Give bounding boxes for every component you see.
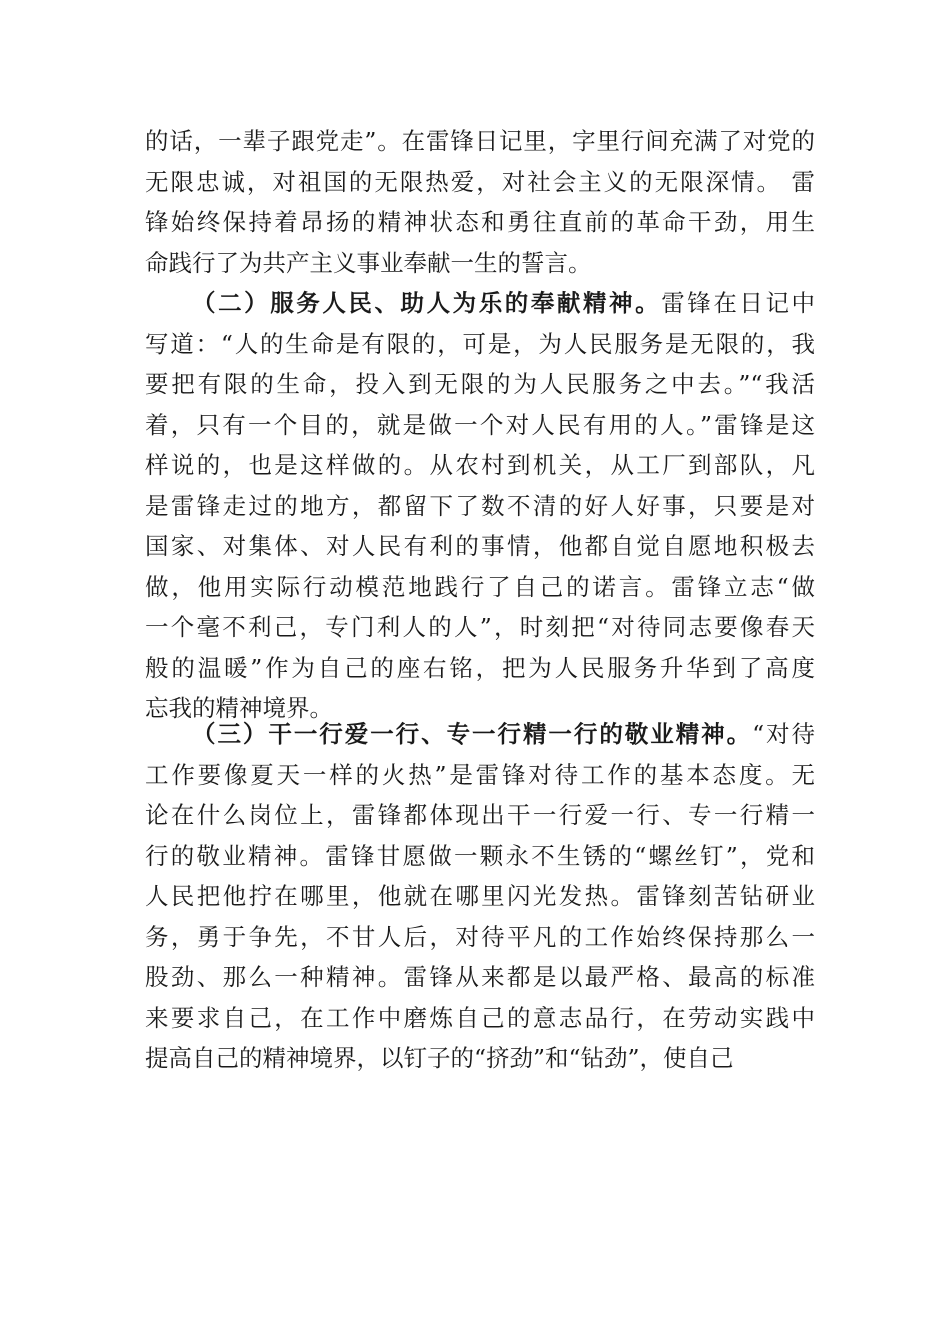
paragraph-service-spirit	[145, 283, 815, 729]
text-line: 一个毫不利己，专门利人的人”，时刻把“对待同志要像春天	[145, 613, 815, 641]
text-line: 样说的，也是这样做的。从农村到机关，从工厂到部队，凡	[145, 451, 815, 479]
section-heading: （二）服务人民、助人为乐的奉献精神。	[192, 289, 662, 317]
text-line: 写道：“人的生命是有限的，可是，为人民服务是无限的，我	[145, 329, 815, 358]
text-line: 行的敬业精神。雷锋甘愿做一颗永不生锈的“螺丝钉”，党和	[145, 841, 815, 870]
text-line: 做，他用实际行动模范地践行了自己的诺言。雷锋立志“做	[145, 572, 815, 601]
text-line: 提高自己的精神境界，以钉子的“挤劲”和“钻劲”，使自己	[145, 1044, 734, 1072]
paragraph-continuation	[145, 121, 815, 283]
text-run: 雷锋在日记中	[661, 289, 816, 317]
text-line: 锋始终保持着昂扬的精神状态和勇往直前的革命干劲，用生	[145, 208, 815, 236]
text-line: 务，勇于争先，不甘人后，对待平凡的工作始终保持那么一	[145, 922, 815, 951]
text-line: 来要求自己，在工作中磨炼自己的意志品行，在劳动实践中	[145, 1003, 815, 1032]
text-line: 要把有限的生命，投入到无限的为人民服务之中去。”“我活	[145, 370, 815, 398]
text-line: 般的温暖”作为自己的座右铭，把为人民服务升华到了高度	[145, 653, 815, 682]
text-line: 工作要像夏天一样的火热”是雷锋对待工作的基本态度。无	[145, 760, 815, 789]
text-line: 是雷锋走过的地方，都留下了数不清的好人好事，只要是对	[145, 491, 815, 520]
text-line: 人民把他拧在哪里，他就在哪里闪光发热。雷锋刻苦钻研业	[145, 882, 815, 910]
text-line: 股劲、那么一种精神。雷锋从来都是以最严格、最高的标准	[145, 963, 815, 991]
text-line: 忘我的精神境界。	[145, 694, 333, 722]
text-line: 的话，一辈子跟党走”。在雷锋日记里，字里行间充满了对党的	[145, 127, 815, 155]
text-line-first	[145, 714, 815, 755]
paragraph-dedication-spirit	[145, 714, 815, 1079]
text-line: 无限忠诚，对祖国的无限热爱，对社会主义的无限深情。 雷	[145, 167, 815, 196]
text-line-first	[145, 283, 815, 324]
text-line: 论在什么岗位上，雷锋都体现出干一行爱一行、专一行精一	[145, 801, 815, 829]
text-line: 着，只有一个目的，就是做一个对人民有用的人。”雷锋是这	[145, 410, 815, 439]
text-run: “对待	[752, 720, 816, 748]
section-heading: （三）干一行爱一行、专一行精一行的敬业精神。	[192, 720, 753, 748]
text-line: 国家、对集体、对人民有利的事情，他都自觉自愿地积极去	[145, 532, 815, 560]
text-line: 命践行了为共产主义事业奉献一生的誓言。	[145, 248, 592, 277]
